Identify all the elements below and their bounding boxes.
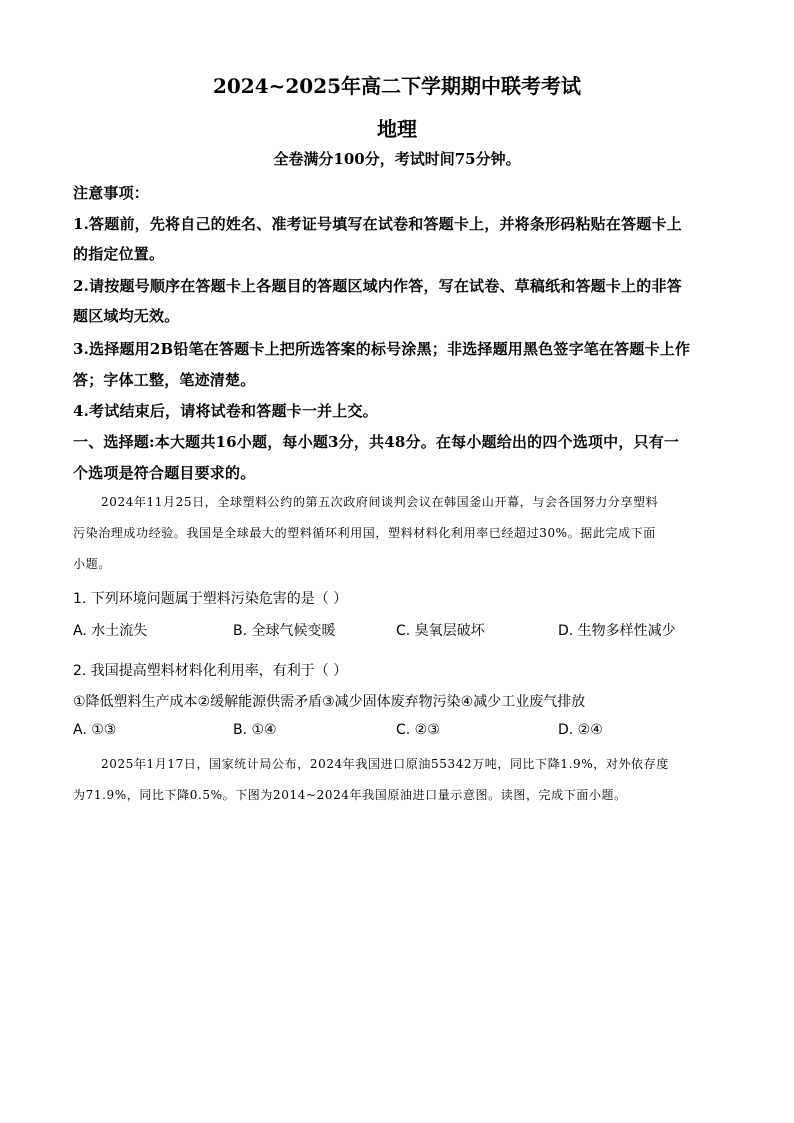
question-1-option-c: C. 臭氧层破坏	[396, 623, 485, 639]
passage-line: 为71.9%，同比下降0.5%。下图为2014~2024年我国原油进口量示意图。读图，完成下面小题。	[73, 788, 627, 802]
subject-title: 地理	[377, 117, 417, 141]
notice-line: 的指定位置。	[73, 245, 165, 263]
passage-line: 污染治理成功经验。我国是全球最大的塑料循环利用国，塑料材料化利用率已经超过30%。据此完成下面	[73, 526, 656, 540]
question-2-option-b: B. ①④	[233, 722, 277, 738]
notice-line: 4.考试结束后，请将试卷和答题卡一并上交。	[73, 402, 378, 420]
notice-line: 1.答题前，先将自己的姓名、准考证号填写在试卷和答题卡上，并将条形码粘贴在答题卡上	[73, 215, 682, 233]
notice-line: 题区域均无效。	[73, 307, 180, 325]
passage-line: 2024年11月25日，全球塑料公约的第五次政府间谈判会议在韩国釜山开幕，与会各国努力分享塑料	[101, 495, 659, 509]
question-2-stem: 2. 我国提高塑料材料化利用率，有利于（ ）	[73, 663, 348, 679]
exam-info: 全卷满分100分，考试时间75分钟。	[273, 150, 521, 168]
notice-heading: 注意事项：	[73, 184, 150, 202]
section-instruction: 一、选择题:本大题共16小题，每小题3分，共48分。在每小题给出的四个选项中，只有一	[73, 433, 680, 451]
question-1-option-a: A. 水土流失	[73, 623, 148, 639]
exam-title: 2024~2025年高二下学期期中联考考试	[212, 74, 582, 98]
passage-line: 2025年1月17日，国家统计局公布，2024年我国进口原油55342万吨，同比下降1.9%，对外依存度	[101, 757, 669, 771]
passage-line: 小题。	[73, 557, 111, 571]
notice-line: 3.选择题用2B铅笔在答题卡上把所选答案的标号涂黑；非选择题用黑色签字笔在答题卡上作	[73, 340, 691, 358]
question-2-option-a: A. ①③	[73, 722, 117, 738]
question-1-option-d: D. 生物多样性减少	[558, 623, 676, 639]
notice-line: 答；字体工整，笔迹清楚。	[73, 371, 256, 389]
question-2-statements: ①降低塑料生产成本②缓解能源供需矛盾③减少固体废弃物污染④减少工业废气排放	[73, 694, 586, 710]
question-1-stem: 1. 下列环境问题属于塑料污染危害的是（ ）	[73, 591, 348, 607]
section-instruction: 个选项是符合题目要求的。	[73, 464, 256, 482]
question-1-option-b: B. 全球气候变暖	[233, 623, 336, 639]
notice-line: 2.请按题号顺序在答题卡上各题目的答题区域内作答，写在试卷、草稿纸和答题卡上的非答	[73, 277, 682, 295]
question-2-option-c: C. ②③	[396, 722, 440, 738]
question-2-option-d: D. ②④	[558, 722, 603, 738]
